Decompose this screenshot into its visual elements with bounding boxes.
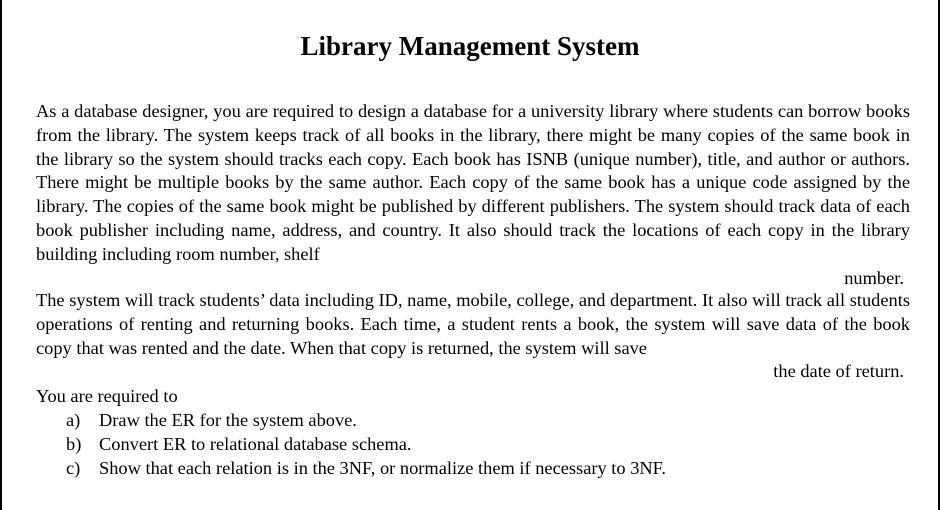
task-text: Draw the ER for the system above. — [99, 410, 357, 430]
tasks-intro: You are required to — [36, 386, 178, 406]
task-list — [66, 409, 666, 480]
task-marker: b) — [66, 433, 82, 454]
paragraph-body: The system will track students’ data including ID, name, mobile, college, and department. It also will track all students operations of renting and returning books. Each time, a student rents a book, the system will save data of the book copy that was rented and the date. When that copy is returned, the system will save — [36, 290, 910, 358]
paragraph-trailing-text: number. — [844, 267, 904, 288]
paragraph-trailing-text: the date of return. — [773, 361, 904, 382]
description-paragraph-students — [36, 289, 910, 384]
task-marker: a) — [66, 410, 81, 430]
document-title: Library Management System — [300, 31, 640, 61]
task-text: Convert ER to relational database schema. — [99, 433, 412, 454]
paragraph-body: As a database designer, you are required to design a database for a university library where students can borrow books from the library. The system keeps track of all books in the library, there might be many copies of the same book in the library so the system should tracks each copy. Each book has ISNB (unique number), title, and author or authors. There might be multiple books by the same author. Each copy of the same book has a unique code assigned by the library. The copies of the same book might be published by different publishers. The system should track data of each book publisher including name, address, and country. It also should track the locations of each copy in the library building including room number, shelf — [36, 101, 910, 264]
task-text: Show that each relation is in the 3NF, or normalize them if necessary to 3NF. — [99, 457, 667, 478]
task-marker: c) — [66, 457, 81, 478]
task-item — [66, 433, 666, 457]
description-paragraph-books — [36, 100, 910, 290]
task-item — [66, 409, 666, 433]
task-item — [66, 457, 666, 481]
